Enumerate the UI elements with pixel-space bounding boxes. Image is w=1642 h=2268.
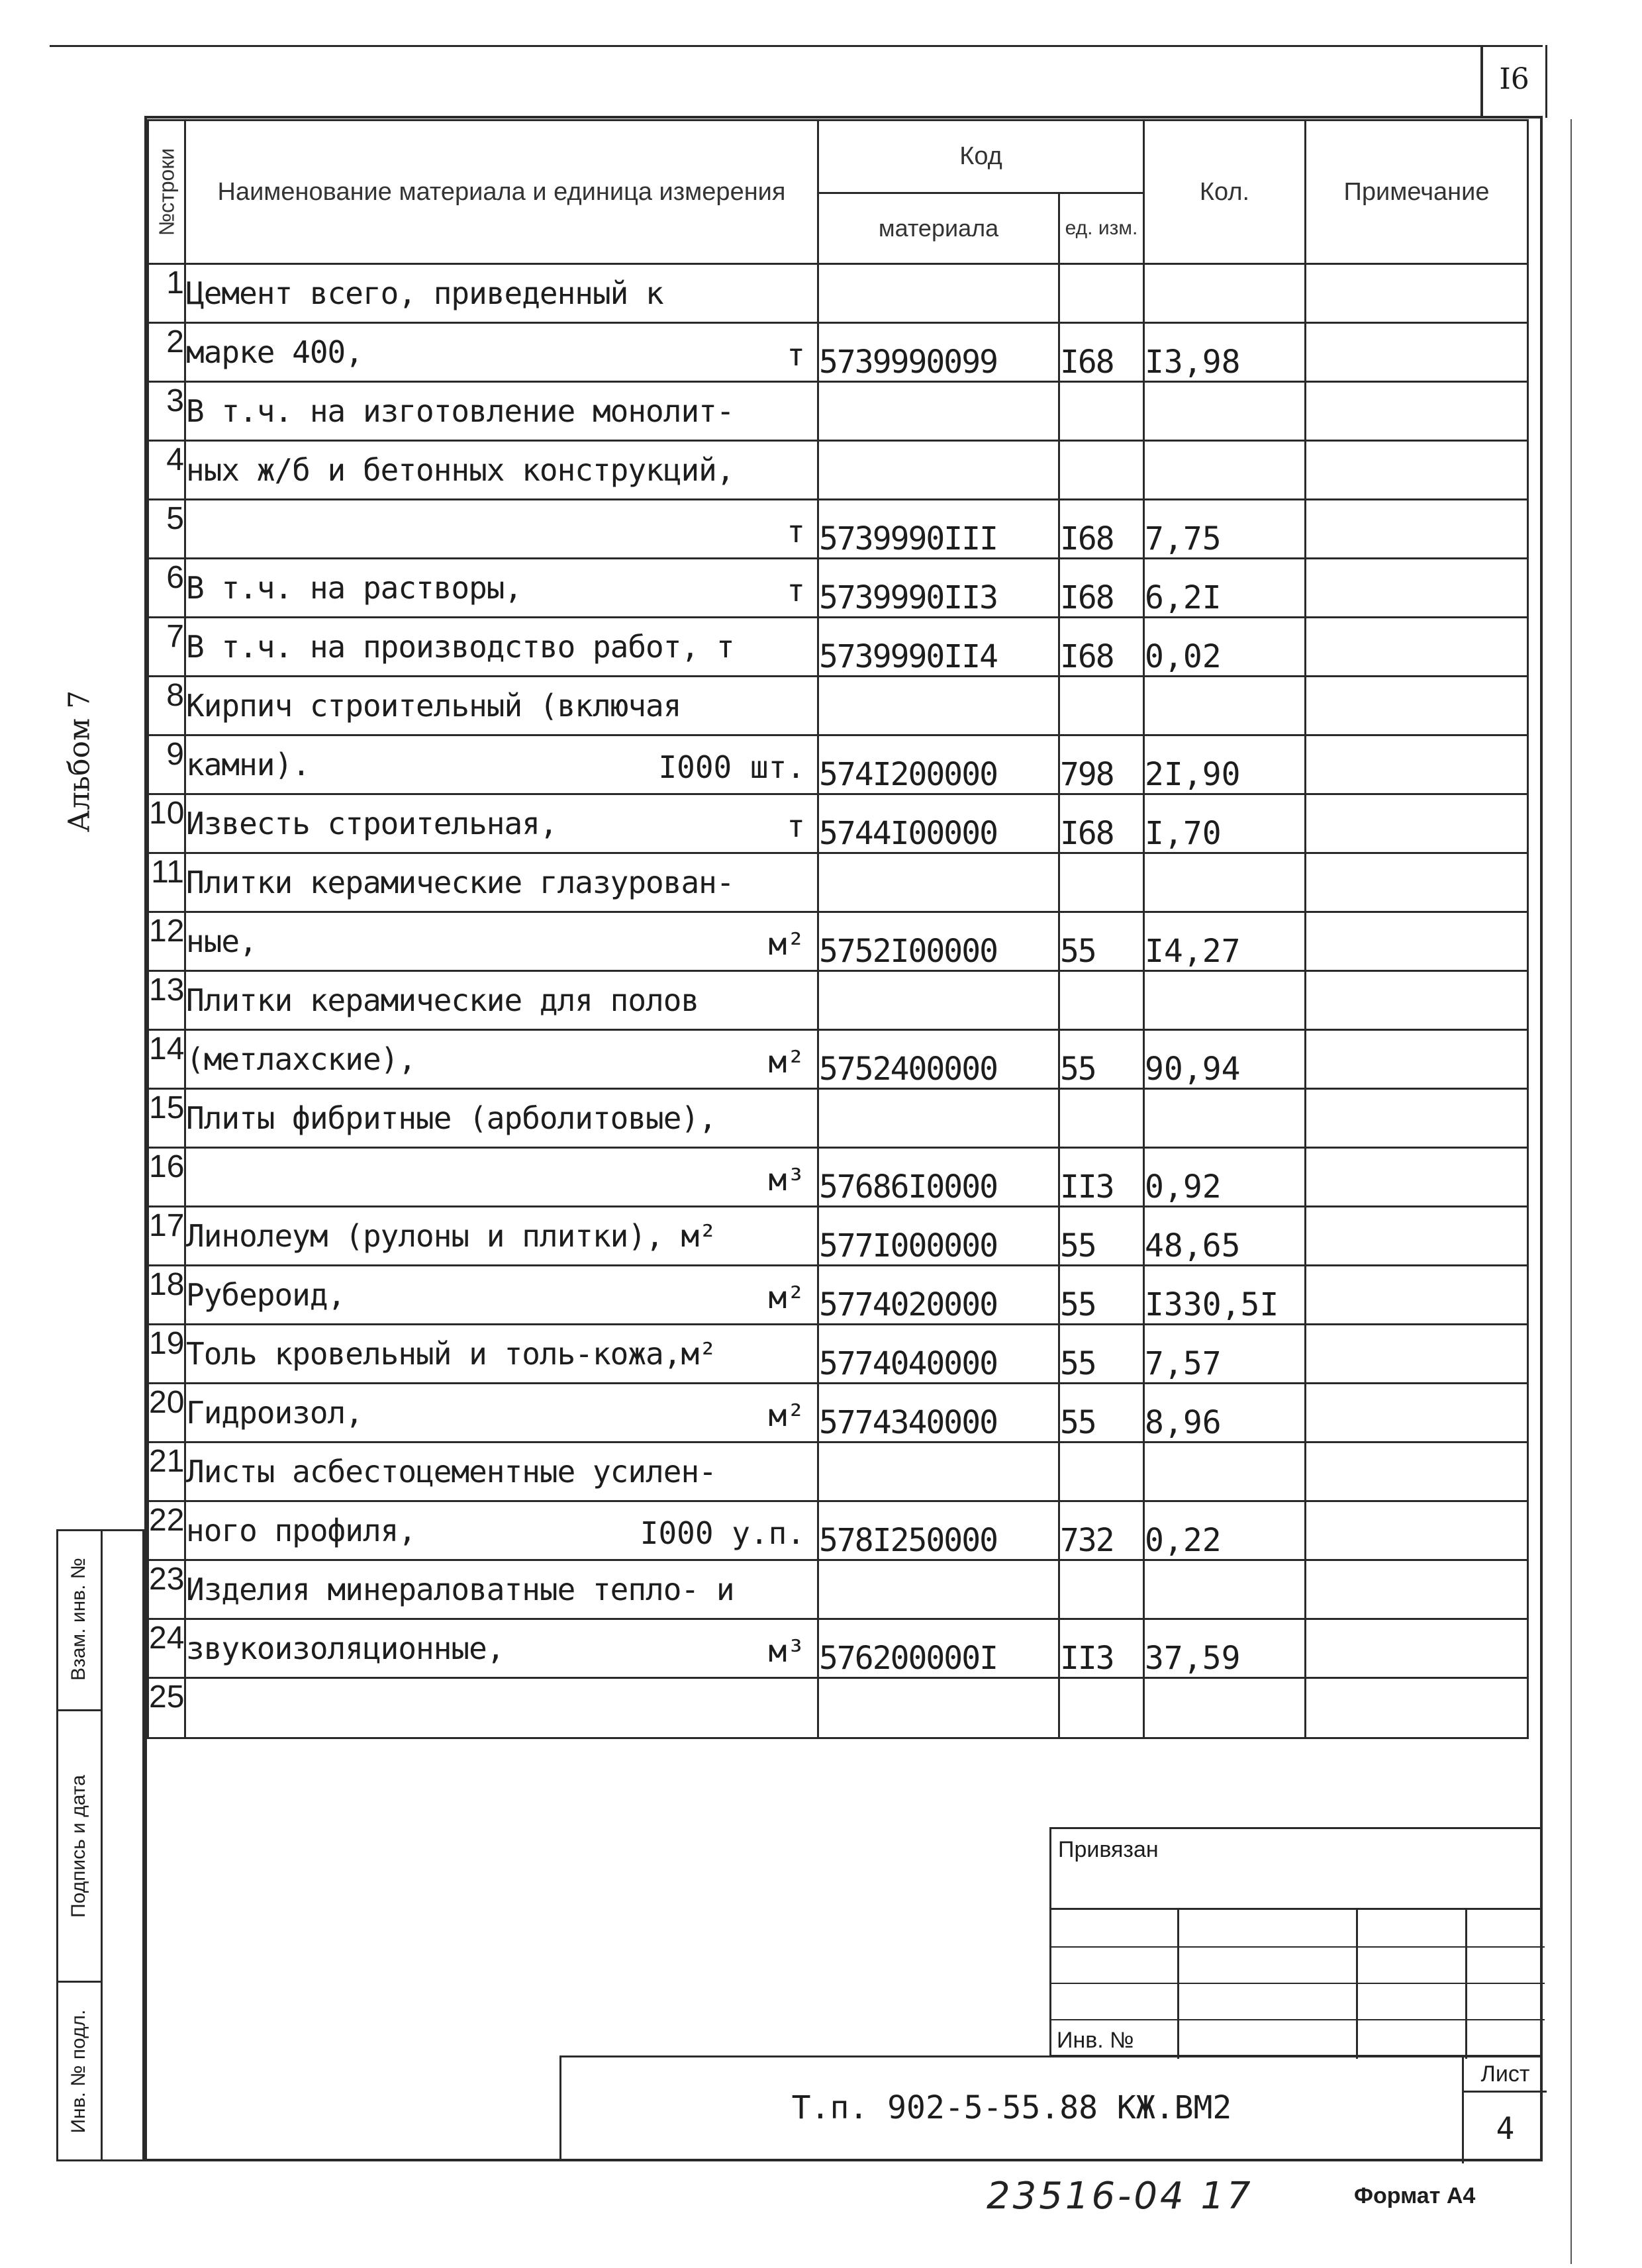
unit-code: 55 <box>1059 1266 1144 1325</box>
measure-unit: м³ <box>768 1633 805 1669</box>
unit-code <box>1059 971 1144 1030</box>
material-name-cell <box>185 1148 818 1207</box>
table-row <box>148 441 1528 500</box>
row-number: 2 <box>148 323 185 382</box>
unit-code: I68 <box>1059 794 1144 853</box>
page-number-box <box>1480 45 1547 118</box>
note-cell <box>1306 441 1528 500</box>
material-name: марке 400, <box>186 334 363 370</box>
table-row <box>148 912 1528 971</box>
material-code <box>818 382 1059 441</box>
table-row <box>148 1325 1528 1384</box>
material-name-cell <box>185 971 818 1030</box>
note-cell <box>1306 264 1528 323</box>
quantity: I330,5I <box>1144 1266 1306 1325</box>
page-number: I6 <box>1499 62 1529 96</box>
quantity <box>1144 677 1306 735</box>
table-row <box>148 971 1528 1030</box>
material-code: 5739990II4 <box>818 618 1059 677</box>
table-row <box>148 794 1528 853</box>
quantity <box>1144 264 1306 323</box>
unit-code <box>1059 1678 1144 1738</box>
table-row <box>148 677 1528 735</box>
quantity: 37,59 <box>1144 1619 1306 1678</box>
row-number: 25 <box>148 1678 185 1738</box>
material-name: ных ж/б и бетонных конструкций, <box>186 451 734 488</box>
inv-no-label: Инв. № <box>1057 2028 1134 2053</box>
row-number: 21 <box>148 1442 185 1501</box>
table-row <box>148 264 1528 323</box>
material-name: В т.ч. на изготовление монолит- <box>186 393 734 429</box>
unit-code <box>1059 441 1144 500</box>
material-name: звукоизоляционные, <box>186 1630 505 1666</box>
bound-to-grid <box>1049 1908 1543 2057</box>
material-name: Цемент всего, приведенный к <box>186 275 663 311</box>
material-name-cell <box>185 1207 818 1266</box>
title-block <box>559 2055 1543 2161</box>
table-row <box>148 1501 1528 1560</box>
table-row <box>148 618 1528 677</box>
material-name-cell <box>185 1619 818 1678</box>
material-name: Листы асбестоцементные усилен- <box>186 1453 716 1489</box>
material-code <box>818 1560 1059 1619</box>
material-code <box>818 853 1059 912</box>
material-name: Кирпич строительный (включая <box>186 687 681 724</box>
row-number: 17 <box>148 1207 185 1266</box>
material-name-cell <box>185 441 818 500</box>
material-name: Плитки керамические глазурован- <box>186 864 734 900</box>
measure-unit: I000 у.п. <box>640 1515 805 1551</box>
material-name-cell <box>185 677 818 735</box>
unit-code: 798 <box>1059 735 1144 794</box>
unit-code: II3 <box>1059 1148 1144 1207</box>
note-cell <box>1306 735 1528 794</box>
material-name: камни). <box>186 746 310 782</box>
material-code: 57686I0000 <box>818 1148 1059 1207</box>
unit-code <box>1059 1442 1144 1501</box>
row-number: 19 <box>148 1325 185 1384</box>
quantity <box>1144 382 1306 441</box>
material-name: Линолеум (рулоны и плитки), м² <box>186 1217 716 1254</box>
material-name-cell <box>185 1678 818 1738</box>
note-cell <box>1306 1207 1528 1266</box>
note-cell <box>1306 1089 1528 1148</box>
sheet-label: Лист <box>1480 2061 1530 2087</box>
header-quantity: Кол. <box>1144 120 1306 264</box>
table-row <box>148 500 1528 559</box>
row-number: 11 <box>148 853 185 912</box>
table-row <box>148 559 1528 618</box>
material-code: 577I000000 <box>818 1207 1059 1266</box>
material-code <box>818 264 1059 323</box>
row-number: 15 <box>148 1089 185 1148</box>
table-row <box>148 853 1528 912</box>
material-name-cell <box>185 323 818 382</box>
note-cell <box>1306 500 1528 559</box>
material-code: 5752I00000 <box>818 912 1059 971</box>
material-name: Изделия минераловатные тепло- и <box>186 1571 734 1607</box>
quantity: 2I,90 <box>1144 735 1306 794</box>
quantity <box>1144 1678 1306 1738</box>
quantity <box>1144 853 1306 912</box>
material-name: Плитки керамические для полов <box>186 982 699 1018</box>
note-cell <box>1306 794 1528 853</box>
row-number: 9 <box>148 735 185 794</box>
material-name-cell <box>185 853 818 912</box>
material-code: 5774040000 <box>818 1325 1059 1384</box>
material-code: 5739990III <box>818 500 1059 559</box>
quantity: 6,2I <box>1144 559 1306 618</box>
unit-code <box>1059 1560 1144 1619</box>
unit-code <box>1059 264 1144 323</box>
unit-code: 55 <box>1059 1030 1144 1089</box>
material-name-cell <box>185 794 818 853</box>
material-name-cell <box>185 1266 818 1325</box>
note-cell <box>1306 382 1528 441</box>
header-material-name: Наименование материала и единица измерения <box>185 120 818 264</box>
measure-unit: I000 шт. <box>658 749 805 785</box>
material-code <box>818 1442 1059 1501</box>
quantity <box>1144 1560 1306 1619</box>
table-row <box>148 1560 1528 1619</box>
row-number: 22 <box>148 1501 185 1560</box>
original-inv-cell: Инв. № подл. <box>56 1983 103 2161</box>
unit-code <box>1059 677 1144 735</box>
unit-code <box>1059 382 1144 441</box>
note-cell <box>1306 912 1528 971</box>
header-note: Примечание <box>1306 120 1528 264</box>
table-row <box>148 323 1528 382</box>
quantity: 7,75 <box>1144 500 1306 559</box>
material-name: Известь строительная, <box>186 805 557 841</box>
note-cell <box>1306 559 1528 618</box>
material-name-cell <box>185 264 818 323</box>
row-number: 3 <box>148 382 185 441</box>
material-name-cell <box>185 559 818 618</box>
quantity <box>1144 441 1306 500</box>
material-name-cell <box>185 618 818 677</box>
note-cell <box>1306 1266 1528 1325</box>
top-rule <box>50 45 1543 47</box>
material-name-cell <box>185 1560 818 1619</box>
measure-unit: т <box>787 514 805 549</box>
table-row <box>148 1266 1528 1325</box>
album-label: Альбом 7 <box>62 690 97 833</box>
material-name: Плиты фибритные (арболитовые), <box>186 1100 716 1136</box>
row-number: 4 <box>148 441 185 500</box>
quantity: I,70 <box>1144 794 1306 853</box>
material-code: 5774340000 <box>818 1384 1059 1442</box>
header-code: Код <box>818 120 1144 193</box>
row-number: 24 <box>148 1619 185 1678</box>
material-name: ного профиля, <box>186 1512 416 1548</box>
note-cell <box>1306 618 1528 677</box>
note-cell <box>1306 1384 1528 1442</box>
quantity: 0,22 <box>1144 1501 1306 1560</box>
unit-code: 55 <box>1059 1384 1144 1442</box>
note-cell <box>1306 677 1528 735</box>
right-trim-line <box>1570 119 1572 2264</box>
row-number: 7 <box>148 618 185 677</box>
table-row <box>148 1148 1528 1207</box>
material-code: 576200000I <box>818 1619 1059 1678</box>
quantity: 90,94 <box>1144 1030 1306 1089</box>
row-number: 5 <box>148 500 185 559</box>
table-row <box>148 1619 1528 1678</box>
sheet-number: 4 <box>1496 2110 1515 2146</box>
unit-code: 732 <box>1059 1501 1144 1560</box>
measure-unit: т <box>787 337 805 373</box>
material-name-cell <box>185 1089 818 1148</box>
material-code <box>818 441 1059 500</box>
material-code: 5744I00000 <box>818 794 1059 853</box>
measure-unit: т <box>787 808 805 844</box>
quantity: 8,96 <box>1144 1384 1306 1442</box>
row-number: 10 <box>148 794 185 853</box>
measure-unit: м² <box>768 1280 805 1315</box>
table-row <box>148 735 1528 794</box>
note-cell <box>1306 1148 1528 1207</box>
unit-code: I68 <box>1059 323 1144 382</box>
material-name: ные, <box>186 923 257 959</box>
measure-unit: м³ <box>768 1162 805 1198</box>
material-name-cell <box>185 735 818 794</box>
row-number: 6 <box>148 559 185 618</box>
quantity <box>1144 1442 1306 1501</box>
row-number: 14 <box>148 1030 185 1089</box>
material-code <box>818 1678 1059 1738</box>
material-name: В т.ч. на производство работ, т <box>186 628 734 665</box>
quantity <box>1144 971 1306 1030</box>
table-row <box>148 1030 1528 1089</box>
unit-code: I68 <box>1059 500 1144 559</box>
material-code: 5739990099 <box>818 323 1059 382</box>
material-name-cell <box>185 1442 818 1501</box>
quantity: 0,02 <box>1144 618 1306 677</box>
measure-unit: м² <box>768 1397 805 1433</box>
row-number: 8 <box>148 677 185 735</box>
note-cell <box>1306 1560 1528 1619</box>
note-cell <box>1306 853 1528 912</box>
material-name: Толь кровельный и толь-кожа,м² <box>186 1335 716 1372</box>
unit-code: I68 <box>1059 618 1144 677</box>
note-cell <box>1306 971 1528 1030</box>
note-cell <box>1306 1619 1528 1678</box>
note-cell <box>1306 1442 1528 1501</box>
note-cell <box>1306 1501 1528 1560</box>
material-name-cell <box>185 1501 818 1560</box>
material-name-cell <box>185 912 818 971</box>
unit-code <box>1059 1089 1144 1148</box>
material-name-cell <box>185 382 818 441</box>
row-number: 20 <box>148 1384 185 1442</box>
note-cell <box>1306 1678 1528 1738</box>
material-code: 578I250000 <box>818 1501 1059 1560</box>
note-cell <box>1306 323 1528 382</box>
material-name: (метлахские), <box>186 1041 416 1077</box>
table-row <box>148 1384 1528 1442</box>
measure-unit: м² <box>768 926 805 962</box>
material-code <box>818 971 1059 1030</box>
measure-unit: т <box>787 573 805 608</box>
quantity: 48,65 <box>1144 1207 1306 1266</box>
unit-code: 55 <box>1059 1325 1144 1384</box>
table-row <box>148 382 1528 441</box>
row-number: 12 <box>148 912 185 971</box>
note-cell <box>1306 1325 1528 1384</box>
material-name: Гидроизол, <box>186 1394 363 1431</box>
row-number: 13 <box>148 971 185 1030</box>
note-cell <box>1306 1030 1528 1089</box>
row-number: 1 <box>148 264 185 323</box>
material-code <box>818 677 1059 735</box>
format-label: Формат А4 <box>1354 2183 1476 2208</box>
material-name-cell <box>185 1030 818 1089</box>
unit-code: 55 <box>1059 1207 1144 1266</box>
table-row <box>148 1207 1528 1266</box>
material-name: Рубероид, <box>186 1276 346 1313</box>
material-name: В т.ч. на растворы, <box>186 569 522 606</box>
material-code: 5752400000 <box>818 1030 1059 1089</box>
material-code: 574I200000 <box>818 735 1059 794</box>
row-number: 23 <box>148 1560 185 1619</box>
material-name-cell <box>185 1384 818 1442</box>
table-row <box>148 1089 1528 1148</box>
material-code: 5739990II3 <box>818 559 1059 618</box>
bound-to-label: Привязан <box>1058 1837 1159 1862</box>
substitute-inv-cell: Взам. инв. № <box>56 1529 103 1711</box>
unit-code: 55 <box>1059 912 1144 971</box>
material-name-cell <box>185 1325 818 1384</box>
unit-code: I68 <box>1059 559 1144 618</box>
quantity: I3,98 <box>1144 323 1306 382</box>
handwritten-number: 23516-04 17 <box>987 2175 1253 2218</box>
bound-to-box <box>1049 1827 1543 1910</box>
quantity: 7,57 <box>1144 1325 1306 1384</box>
material-code: 5774020000 <box>818 1266 1059 1325</box>
unit-code: II3 <box>1059 1619 1144 1678</box>
material-name-cell <box>185 500 818 559</box>
document-code: Т.п. 902-5-55.88 КЖ.ВМ2 <box>791 2089 1232 2126</box>
row-number: 18 <box>148 1266 185 1325</box>
quantity: 0,92 <box>1144 1148 1306 1207</box>
table-row <box>148 1678 1528 1738</box>
quantity: I4,27 <box>1144 912 1306 971</box>
signature-date-cell: Подпись и дата <box>56 1711 103 1983</box>
header-code-material: материала <box>818 193 1059 264</box>
table-row <box>148 1442 1528 1501</box>
row-number: 16 <box>148 1148 185 1207</box>
quantity <box>1144 1089 1306 1148</box>
header-row-number: №строки <box>148 120 185 264</box>
material-code <box>818 1089 1059 1148</box>
measure-unit: м² <box>768 1044 805 1080</box>
materials-table <box>147 119 1529 1739</box>
header-code-unit: ед. изм. <box>1059 193 1144 264</box>
unit-code <box>1059 853 1144 912</box>
